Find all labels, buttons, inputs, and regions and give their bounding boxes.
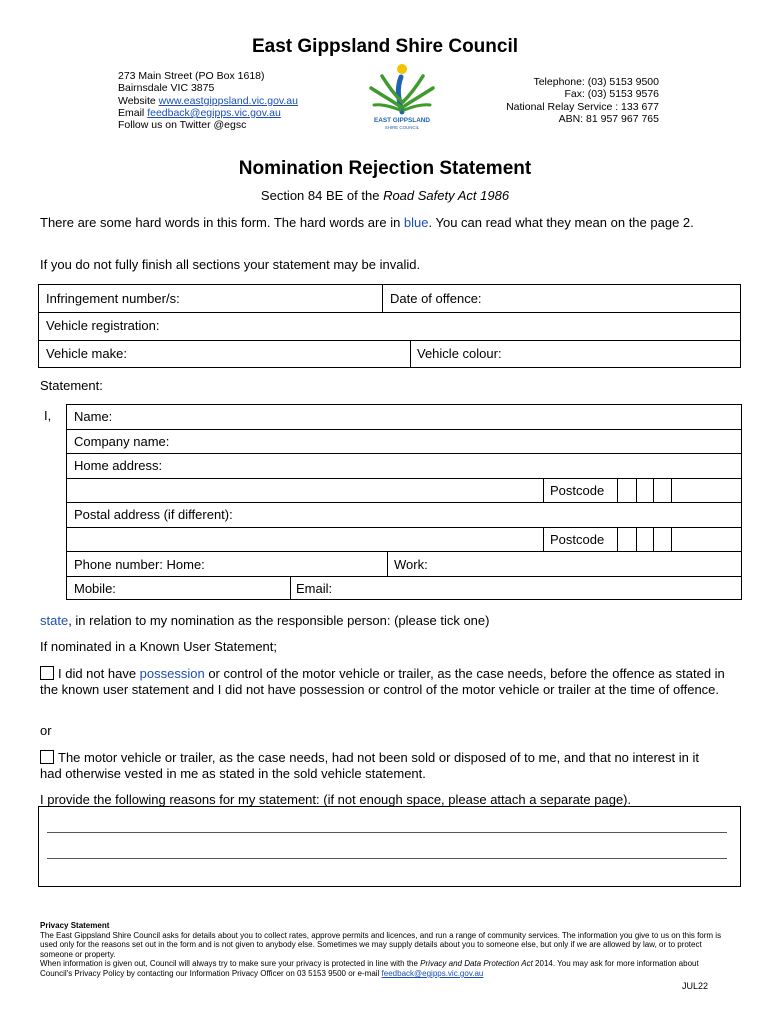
- logo-text-line2: SHIRE COUNCIL: [384, 125, 420, 130]
- fax: Fax: (03) 5153 9576: [564, 88, 659, 101]
- possession-checkbox[interactable]: [40, 666, 54, 680]
- postcode-digit-divider: [636, 478, 637, 502]
- postal-postcode-label: Postcode: [550, 532, 605, 547]
- form-code: JUL22: [681, 981, 708, 991]
- table-divider: [66, 429, 742, 430]
- infringement-number-field[interactable]: Infringement number/s:: [46, 291, 180, 306]
- option1-part-2: or control of the motor vehicle or trailer, as the case needs, before the offence as stated in the known user statement and I did not have possession or control of the motor vehicle or trailer at the time of offence.: [40, 666, 725, 697]
- postcode-digit-divider: [653, 478, 654, 502]
- address-line-1: 273 Main Street (PO Box 1618): [118, 70, 265, 82]
- table-divider: [382, 284, 383, 312]
- table-divider: [543, 478, 544, 502]
- council-contact-block: [506, 76, 659, 125]
- council-name: East Gippsland Shire Council: [251, 36, 519, 57]
- telephone: Telephone: (03) 5153 9500: [533, 76, 659, 88]
- table-divider: [290, 576, 291, 600]
- postcode-digit-divider: [617, 527, 618, 551]
- table-divider: [38, 340, 741, 341]
- postcode-digit-divider: [636, 527, 637, 551]
- state-blue-word: state: [40, 613, 69, 628]
- privacy-act: Privacy and Data Protection Act: [420, 959, 533, 969]
- relay-service: National Relay Service : 133 677: [506, 100, 659, 113]
- email-line: [118, 107, 298, 119]
- reasons-line: [47, 858, 727, 859]
- privacy-heading: Privacy Statement: [40, 921, 110, 930]
- email-field[interactable]: Email:: [296, 581, 333, 596]
- intro-part-1: There are some hard words in this form. The hard words are in: [40, 215, 404, 230]
- table-divider: [387, 551, 388, 576]
- privacy-statement: [40, 921, 726, 979]
- privacy-text-2: [40, 959, 726, 978]
- reasons-line: [47, 832, 727, 833]
- statement-label: Statement:: [40, 378, 103, 393]
- option-not-sold: [40, 750, 712, 782]
- table-divider: [38, 312, 741, 313]
- document-subtitle: [0, 188, 770, 203]
- twitter-line: Follow us on Twitter @egsc: [118, 119, 247, 132]
- home-address-field[interactable]: Home address:: [74, 458, 163, 473]
- council-logo: [362, 62, 442, 130]
- table-divider: [410, 340, 411, 368]
- website-label: Website: [118, 94, 159, 107]
- table-divider: [66, 551, 742, 552]
- phone-work-field[interactable]: Work:: [394, 557, 428, 572]
- subtitle-act: Road Safety Act 1986: [383, 188, 510, 203]
- website-link[interactable]: www.eastgippsland.vic.gov.au: [158, 94, 298, 107]
- table-divider: [66, 527, 742, 528]
- intro-part-2: . You can read what they mean on the page 2.: [428, 215, 694, 230]
- postcode-digit-divider: [617, 478, 618, 502]
- postcode-digit-divider: [671, 478, 672, 502]
- i-label: I,: [44, 408, 52, 423]
- postcode-digit-divider: [671, 527, 672, 551]
- option2-text: The motor vehicle or trailer, as the case needs, had not been sold or disposed of to me, and that no interest in it had otherwise vested in me as stated in the sold vehicle statement.: [40, 750, 699, 781]
- table-divider: [66, 478, 742, 479]
- privacy-text-1: The East Gippsland Shire Council asks for details about you to collect rates, approve permits and licences, and run a range of community services. The information you give to us on this form is used only for the reasons set out in the form and is not given to anybody else. Sometimes we may supply details about you to someone else, but only if we are allowed by law, or to protect someone or property.: [40, 930, 722, 959]
- postcode-digit-divider: [653, 527, 654, 551]
- mobile-field[interactable]: Mobile:: [74, 581, 116, 596]
- table-divider: [66, 576, 742, 577]
- state-line: [40, 613, 730, 629]
- postal-address-field[interactable]: Postal address (if different):: [74, 507, 233, 522]
- intro-paragraph: [40, 215, 730, 231]
- council-address-block: [118, 70, 298, 131]
- email-link[interactable]: feedback@egipps.vic.gov.au: [147, 106, 281, 119]
- reasons-textarea[interactable]: [38, 806, 741, 887]
- vehicle-registration-field[interactable]: Vehicle registration:: [46, 318, 160, 333]
- abn: ABN: 81 957 967 765: [558, 112, 659, 125]
- company-name-field[interactable]: Company name:: [74, 434, 170, 449]
- name-field[interactable]: Name:: [74, 409, 113, 424]
- vehicle-make-field[interactable]: Vehicle make:: [46, 346, 127, 361]
- document-title: Nomination Rejection Statement: [238, 158, 532, 179]
- table-divider: [543, 527, 544, 551]
- option-possession: [40, 666, 730, 698]
- intro-blue-word: blue: [403, 215, 429, 230]
- date-of-offence-field[interactable]: Date of offence:: [390, 291, 482, 306]
- logo-sun: [397, 64, 407, 74]
- vehicle-colour-field[interactable]: Vehicle colour:: [417, 346, 502, 361]
- phone-home-field[interactable]: Phone number: Home:: [74, 557, 205, 572]
- reasons-label: I provide the following reasons for my statement: (if not enough space, please attach a separate page).: [40, 792, 632, 807]
- privacy-text-2b: 2014. You may ask for more information about Council's Privacy Policy by contacting our Information Privacy Officer on 03 5153 9500 or e-mail: [40, 959, 699, 978]
- table-divider: [66, 502, 742, 503]
- privacy-text-2a: When information is given out, Council will always try to make sure your privacy is protected in line with the: [40, 959, 421, 969]
- state-line-rest: , in relation to my nomination as the responsible person: (please tick one): [68, 613, 490, 628]
- invalid-warning: If you do not fully finish all sections your statement may be invalid.: [40, 257, 421, 272]
- option1-part-1: I did not have: [58, 666, 140, 681]
- subtitle-prefix: Section 84 BE of the: [260, 188, 384, 203]
- not-sold-checkbox[interactable]: [40, 750, 54, 764]
- or-label: or: [40, 723, 52, 738]
- known-user-heading: If nominated in a Known User Statement;: [40, 639, 278, 654]
- option1-blue-word: possession: [139, 666, 205, 681]
- table-divider: [66, 453, 742, 454]
- logo-text-line1: EAST GIPPSLAND: [373, 117, 431, 124]
- privacy-email-link[interactable]: feedback@egipps.vic.gov.au: [381, 968, 484, 978]
- address-line-2: Bairnsdale VIC 3875: [118, 82, 215, 95]
- email-label: Email: [118, 106, 148, 119]
- website-line: [118, 95, 298, 107]
- home-postcode-label: Postcode: [550, 483, 605, 498]
